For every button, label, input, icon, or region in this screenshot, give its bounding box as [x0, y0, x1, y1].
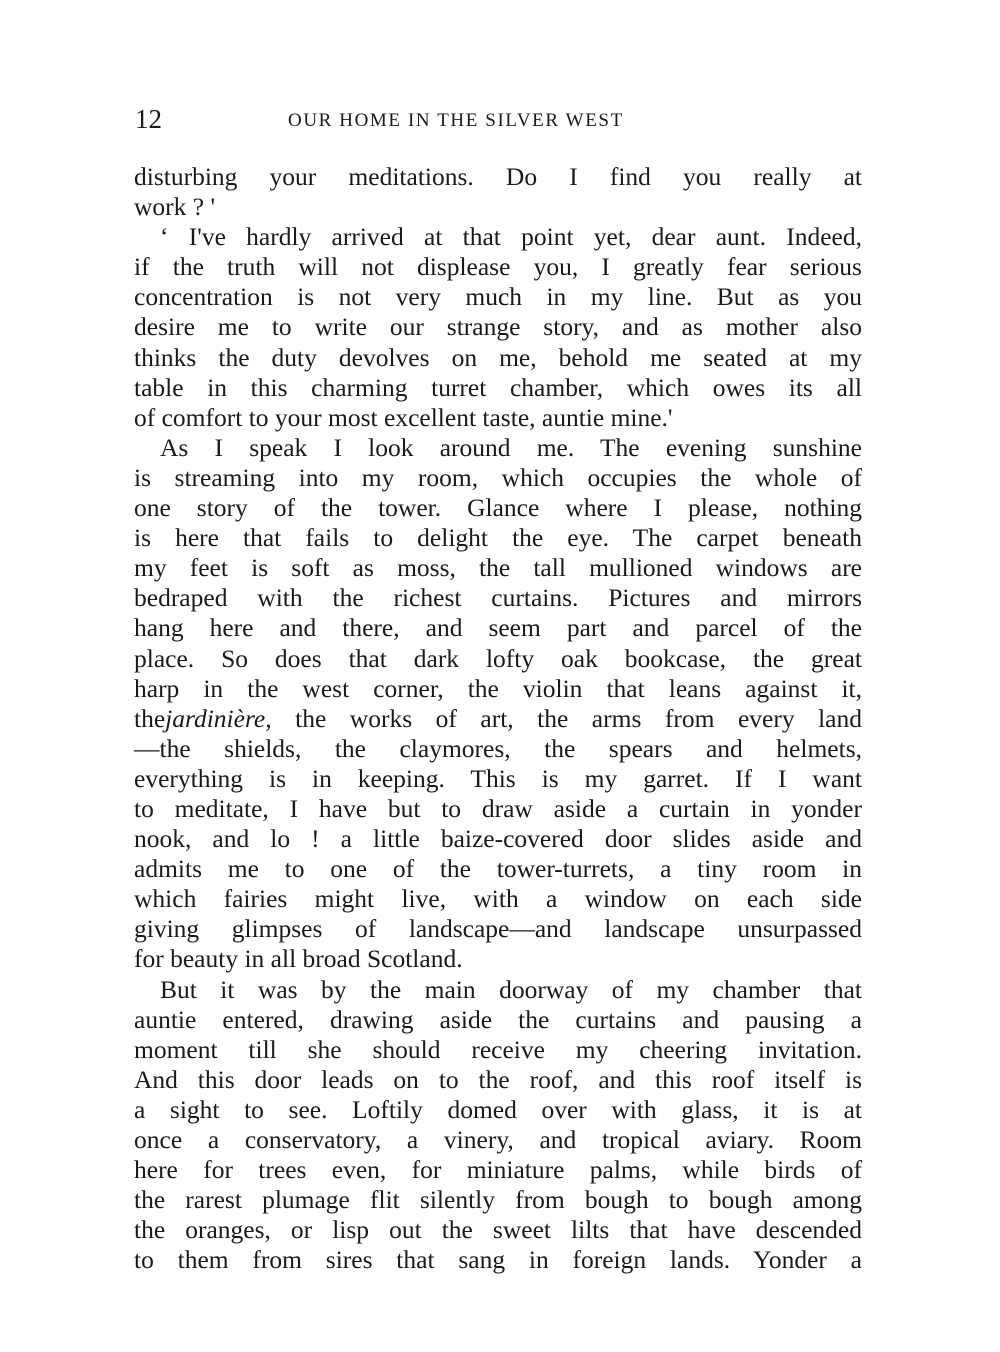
text-line: moment till she should receive my cheering invitation. [134, 1034, 862, 1064]
text-line: desire me to write our strange story, and as mother also [134, 312, 862, 342]
running-head [135, 102, 863, 136]
text-fragment: the [134, 703, 166, 733]
page-number: 12 [135, 104, 162, 134]
text-line: concentration is not very much in my line. But as you [134, 282, 862, 312]
text-line: hang here and there, and seem part and parcel of the [134, 613, 862, 643]
text-line: the rarest plumage flit silently from bough to bough among [134, 1185, 862, 1215]
text-line: once a conservatory, a vinery, and tropical aviary. Room [134, 1125, 862, 1154]
body-text [134, 162, 862, 1275]
text-line: which fairies might live, with a window on each side [134, 884, 862, 914]
running-title: OUR HOME IN THE SILVER WEST [288, 110, 624, 131]
text-line: But it was by the main doorway of my chamber that [160, 974, 862, 1004]
text-line: if the truth will not displease you, I greatly fear serious [134, 252, 862, 282]
text-line: is streaming into my room, which occupies the whole of [134, 462, 862, 492]
text-line: to meditate, I have but to draw aside a curtain in yonder [134, 793, 862, 823]
text-line: work ? ' [134, 192, 216, 222]
text-line: the oranges, or lisp out the sweet lilts that have descended [134, 1215, 862, 1245]
text-line: giving glimpses of landscape—and landscape unsurpassed [134, 914, 862, 944]
text-line: thinks the duty devolves on me, behold me seated at my [134, 342, 862, 372]
text-line: everything is in keeping. This is my garret. If I want [134, 763, 862, 793]
text-line: auntie entered, drawing aside the curtains and pausing a [134, 1004, 862, 1034]
text-line: admits me to one of the tower-turrets, a tiny room in [134, 854, 862, 884]
text-line: table in this charming turret chamber, which owes its all [134, 372, 862, 402]
text-line: of comfort to your most excellent taste, auntie mine.' [134, 402, 673, 432]
italic-word: jardinière, [165, 703, 272, 733]
text-line: harp in the west corner, the violin that leans against it, [134, 673, 862, 703]
text-line: —the shields, the claymores, the spears and helmets, [134, 733, 862, 763]
text-line: is here that fails to delight the eye. The carpet beneath [134, 523, 862, 553]
text-line: my feet is soft as moss, the tall mullioned windows are [134, 553, 862, 583]
text-line: As I speak I look around me. The evening sunshine [160, 432, 862, 462]
text-line: place. So does that dark lofty oak bookcase, the great [134, 643, 862, 673]
text-line: ‘ I've hardly arrived at that point yet, dear aunt. Indeed, [160, 222, 862, 252]
text-line: nook, and lo ! a little baize-covered door slides aside and [134, 824, 862, 854]
text-fragment: the works of art, the arms from every land [271, 703, 862, 733]
text-line: one story of the tower. Glance where I please, nothing [134, 493, 862, 523]
text-line: bedraped with the richest curtains. Pictures and mirrors [134, 583, 862, 613]
text-line: for beauty in all broad Scotland. [134, 944, 463, 974]
text-line: to them from sires that sang in foreign lands. Yonder a [134, 1245, 862, 1275]
text-line: And this door leads on to the roof, and this roof itself is [134, 1064, 862, 1094]
text-line: here for trees even, for miniature palms, while birds of [134, 1155, 862, 1185]
text-line: disturbing your meditations. Do I find you really at [134, 162, 862, 191]
text-line: a sight to see. Loftily domed over with glass, it is at [134, 1094, 862, 1124]
text-line-with-italic [134, 704, 862, 734]
